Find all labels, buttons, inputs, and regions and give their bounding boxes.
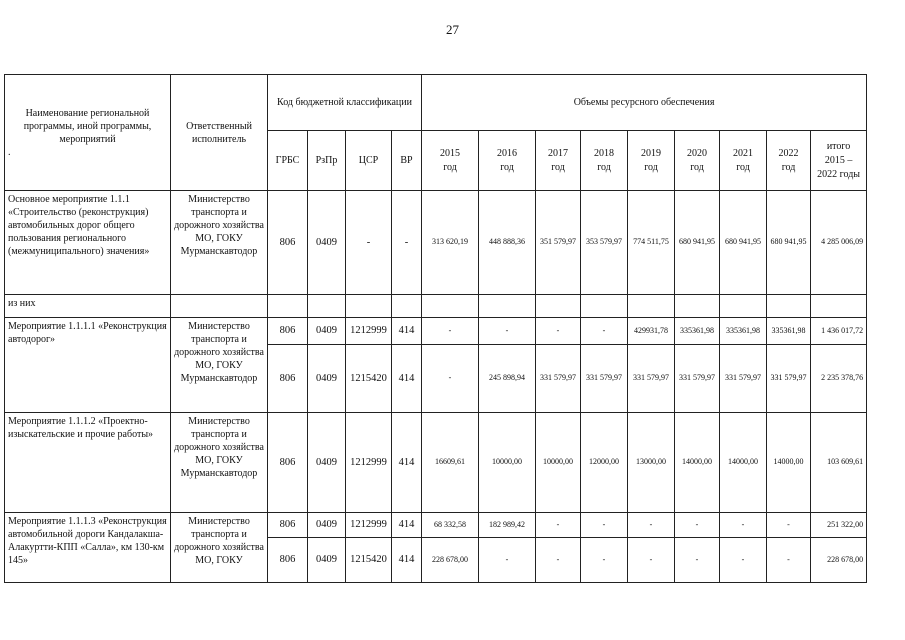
- cell-csr: 1212999: [346, 318, 392, 345]
- year-unit: год: [736, 161, 750, 173]
- header-csr: ЦСР: [346, 131, 392, 191]
- year-unit: год: [781, 161, 796, 173]
- total-label-3: 2022 годы: [817, 168, 860, 180]
- cell-rzpr: 0409: [308, 191, 346, 295]
- cell-csr: 1215420: [346, 345, 392, 413]
- year-unit: год: [690, 161, 704, 173]
- header-rzpr: РзПр: [308, 131, 346, 191]
- cell-value: 12000,00: [581, 413, 628, 513]
- cell-value: 313 620,19: [422, 191, 479, 295]
- header-year: [479, 131, 536, 191]
- header-year: [581, 131, 628, 191]
- cell-value: -: [479, 538, 536, 583]
- empty-cell: [308, 295, 346, 318]
- cell-vr: 414: [392, 513, 422, 538]
- cell-grbs: 806: [268, 538, 308, 583]
- cell-value: -: [536, 513, 581, 538]
- header-kbk: Код бюджетной классификации: [268, 75, 422, 131]
- cell-value: 335361,98: [675, 318, 720, 345]
- header-name-dot: .: [8, 146, 11, 158]
- cell-value: 353 579,97: [581, 191, 628, 295]
- cell-vr: 414: [392, 413, 422, 513]
- activity-name: Мероприятие 1.1.1.2 «Проектно-изыскательские и прочие работы»: [5, 413, 171, 513]
- empty-cell: [346, 295, 392, 318]
- header-year: [628, 131, 675, 191]
- cell-value: -: [422, 345, 479, 413]
- empty-cell: [581, 295, 628, 318]
- cell-value: -: [581, 513, 628, 538]
- year-unit: год: [443, 161, 457, 173]
- cell-value: -: [720, 513, 767, 538]
- year-label: 2019: [641, 147, 662, 159]
- cell-value: -: [767, 538, 811, 583]
- resource-table: [4, 74, 867, 583]
- cell-total: 4 285 006,09: [811, 191, 867, 295]
- year-label: 2022: [778, 147, 799, 159]
- cell-value: 14000,00: [720, 413, 767, 513]
- cell-value: -: [479, 318, 536, 345]
- header-year: [720, 131, 767, 191]
- cell-value: 10000,00: [479, 413, 536, 513]
- empty-cell: [268, 295, 308, 318]
- cell-value: 680 941,95: [767, 191, 811, 295]
- header-grbs: ГРБС: [268, 131, 308, 191]
- cell-value: 331 579,97: [675, 345, 720, 413]
- cell-value: 680 941,95: [720, 191, 767, 295]
- year-label: 2017: [548, 147, 569, 159]
- cell-grbs: 806: [268, 345, 308, 413]
- cell-total: 228 678,00: [811, 538, 867, 583]
- year-unit: год: [551, 161, 565, 173]
- empty-cell: [767, 295, 811, 318]
- empty-cell: [479, 295, 536, 318]
- cell-value: 228 678,00: [422, 538, 479, 583]
- year-unit: год: [644, 161, 658, 173]
- cell-value: -: [675, 513, 720, 538]
- cell-rzpr: 0409: [308, 318, 346, 345]
- year-label: 2021: [733, 147, 754, 159]
- header-resources: Объемы ресурсного обеспечения: [422, 75, 867, 131]
- cell-vr: -: [392, 191, 422, 295]
- responsible-executor: Министерство транспорта и дорожного хозяйства МО, ГОКУ: [171, 513, 268, 583]
- cell-value: 335361,98: [767, 318, 811, 345]
- cell-value: 448 888,36: [479, 191, 536, 295]
- page-number: 27: [446, 22, 459, 37]
- cell-csr: -: [346, 191, 392, 295]
- total-label-1: итого: [826, 140, 851, 152]
- cell-grbs: 806: [268, 318, 308, 345]
- empty-cell: [675, 295, 720, 318]
- activity-name: из них: [5, 295, 171, 318]
- year-label: 2018: [594, 147, 615, 159]
- total-label-2: 2015 –: [824, 154, 853, 166]
- cell-value: -: [536, 318, 581, 345]
- cell-rzpr: 0409: [308, 413, 346, 513]
- cell-value: 680 941,95: [675, 191, 720, 295]
- cell-csr: 1212999: [346, 413, 392, 513]
- header-year: [767, 131, 811, 191]
- cell-value: 13000,00: [628, 413, 675, 513]
- empty-cell: [392, 295, 422, 318]
- cell-value: -: [720, 538, 767, 583]
- cell-value: -: [675, 538, 720, 583]
- cell-value: 331 579,97: [581, 345, 628, 413]
- cell-total: 1 436 017,72: [811, 318, 867, 345]
- empty-cell: [628, 295, 675, 318]
- table-row: [5, 318, 867, 345]
- header-name: [5, 75, 171, 191]
- cell-csr: 1215420: [346, 538, 392, 583]
- year-label: 2020: [687, 147, 708, 159]
- cell-value: 774 511,75: [628, 191, 675, 295]
- header-vr: ВР: [392, 131, 422, 191]
- header-responsible: Ответственный исполнитель: [171, 75, 268, 191]
- cell-value: 331 579,97: [628, 345, 675, 413]
- cell-grbs: 806: [268, 413, 308, 513]
- cell-grbs: 806: [268, 191, 308, 295]
- empty-cell: [536, 295, 581, 318]
- cell-value: 10000,00: [536, 413, 581, 513]
- cell-csr: 1212999: [346, 513, 392, 538]
- cell-value: 14000,00: [767, 413, 811, 513]
- cell-value: -: [581, 318, 628, 345]
- cell-value: -: [767, 513, 811, 538]
- cell-total: 103 609,61: [811, 413, 867, 513]
- cell-value: 335361,98: [720, 318, 767, 345]
- responsible-executor: [171, 295, 268, 318]
- table-row: [5, 191, 867, 295]
- table-row: [5, 295, 867, 318]
- cell-rzpr: 0409: [308, 345, 346, 413]
- cell-value: 245 898,94: [479, 345, 536, 413]
- cell-vr: 414: [392, 318, 422, 345]
- table-row: [5, 413, 867, 513]
- cell-total: 251 322,00: [811, 513, 867, 538]
- year-unit: год: [500, 161, 514, 173]
- cell-value: 331 579,97: [536, 345, 581, 413]
- cell-vr: 414: [392, 538, 422, 583]
- header-year: [536, 131, 581, 191]
- responsible-executor: Министерство транспорта и дорожного хозяйства МО, ГОКУ Мурманскавтодор: [171, 191, 268, 295]
- table-row: [5, 513, 867, 538]
- activity-name: Основное мероприятие 1.1.1 «Строительство (реконструкция) автомобильных дорог общего пользования регионального (межмуниципального) значения»: [5, 191, 171, 295]
- cell-value: 16609,61: [422, 413, 479, 513]
- cell-value: 351 579,97: [536, 191, 581, 295]
- header-name-text: Наименование региональной программы, иной программы, мероприятий: [23, 107, 152, 145]
- cell-value: 429931,78: [628, 318, 675, 345]
- cell-rzpr: 0409: [308, 538, 346, 583]
- cell-value: -: [536, 538, 581, 583]
- cell-value: -: [581, 538, 628, 583]
- year-label: 2016: [497, 147, 518, 159]
- cell-value: 68 332,58: [422, 513, 479, 538]
- responsible-executor: Министерство транспорта и дорожного хозяйства МО, ГОКУ Мурманскавтодор: [171, 318, 268, 413]
- activity-name: Мероприятие 1.1.1.3 «Реконструкция автомобильной дороги Кандалакша-Алакуртти-КПП «Салла», км 130-км 145»: [5, 513, 171, 583]
- cell-vr: 414: [392, 345, 422, 413]
- empty-cell: [422, 295, 479, 318]
- header-total: [811, 131, 867, 191]
- cell-value: 331 579,97: [767, 345, 811, 413]
- empty-cell: [720, 295, 767, 318]
- responsible-executor: Министерство транспорта и дорожного хозяйства МО, ГОКУ Мурманскавтодор: [171, 413, 268, 513]
- activity-name: Мероприятие 1.1.1.1 «Реконструкция автодорог»: [5, 318, 171, 413]
- empty-cell: [811, 295, 867, 318]
- header-year: [422, 131, 479, 191]
- header-year: [675, 131, 720, 191]
- cell-value: 331 579,97: [720, 345, 767, 413]
- cell-rzpr: 0409: [308, 513, 346, 538]
- cell-value: 14000,00: [675, 413, 720, 513]
- cell-value: 182 989,42: [479, 513, 536, 538]
- cell-value: -: [628, 513, 675, 538]
- year-label: 2015: [440, 147, 461, 159]
- cell-total: 2 235 378,76: [811, 345, 867, 413]
- header-row-top: [5, 75, 867, 131]
- year-unit: год: [597, 161, 611, 173]
- cell-value: -: [628, 538, 675, 583]
- cell-value: -: [422, 318, 479, 345]
- cell-grbs: 806: [268, 513, 308, 538]
